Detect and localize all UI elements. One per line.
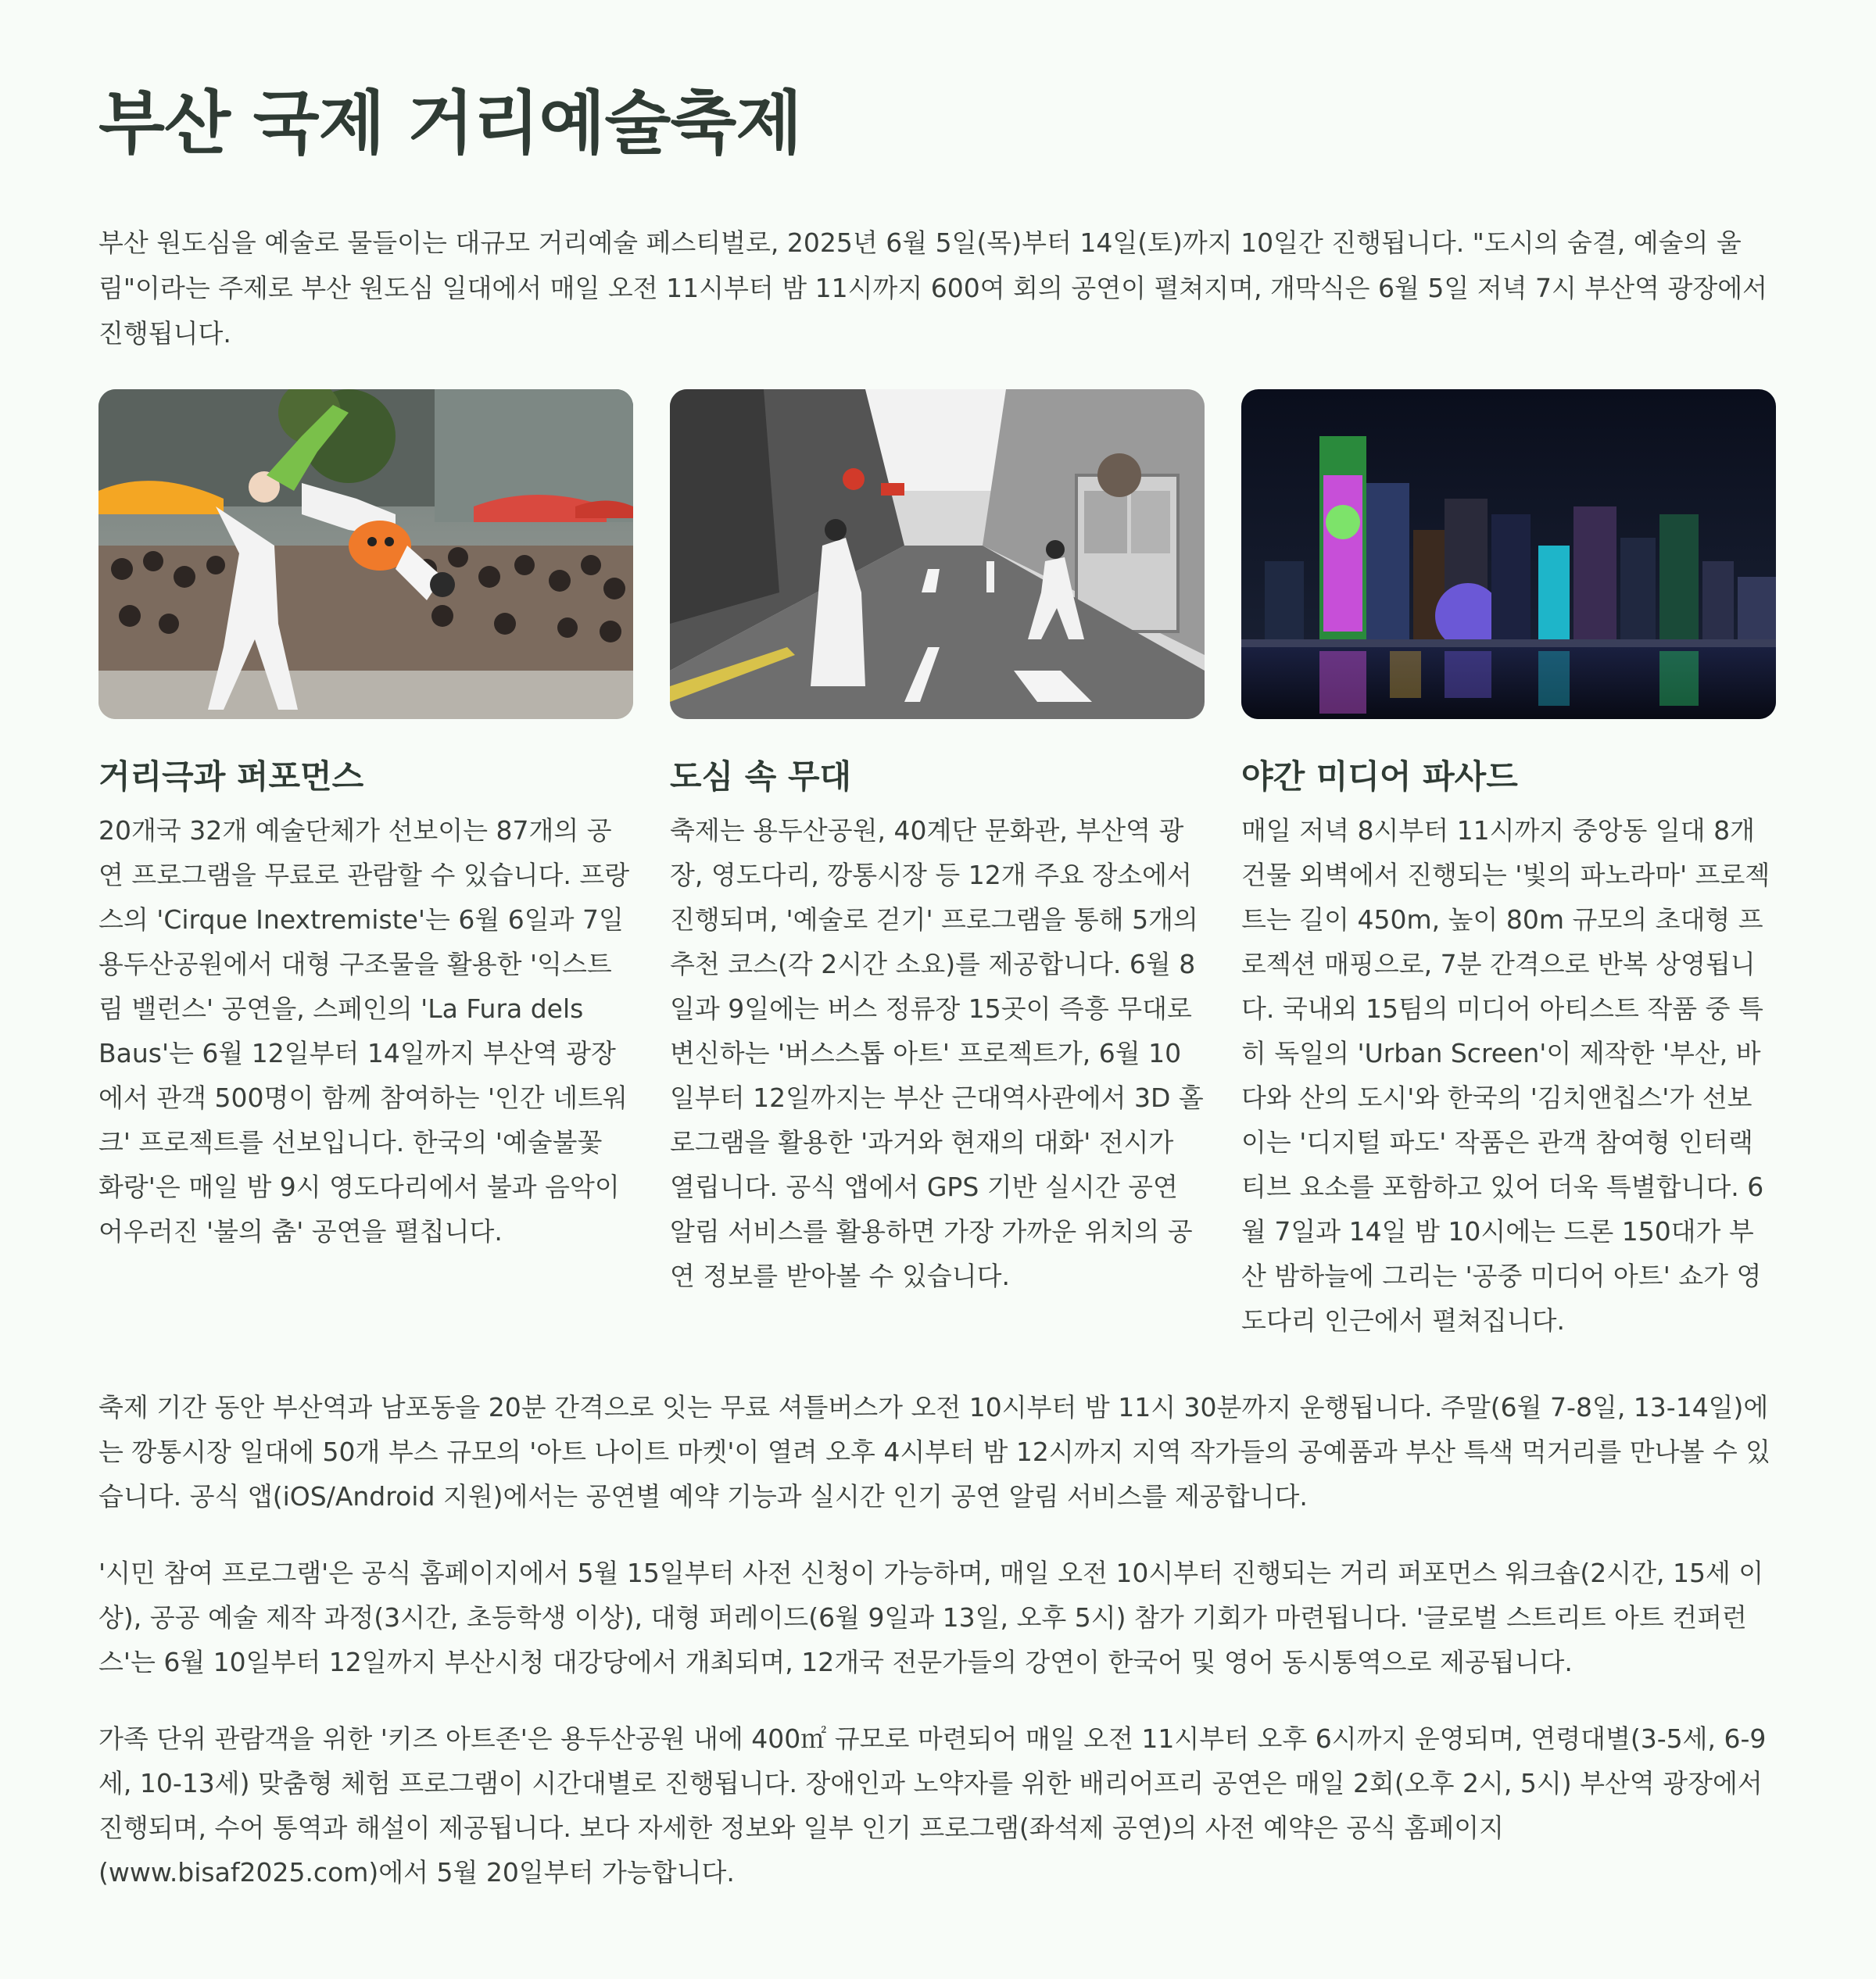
card-body: 20개국 32개 예술단체가 선보이는 87개의 공연 프로그램을 무료로 관람할 수 있습니다. 프랑스의 'Cirque Inextremiste'는 6월 6일과 7일 용두산공원에서 대형 구조물을 활용한 '익스트림 밸런스' 공연을, 스페인의 'La Fura dels Baus'는 6월 12일부터 14일까지 부산역 광장에서 관객 500명이 함께 참여하는 '인간 네트워크' 프로젝트를 선보입니다. 한국의 '예술불꽃 화랑'은 매일 밤 9시 영도다리에서 불과 음악이 어우러진 '불의 춤' 공연을 펼칩니다.	[98, 815, 630, 1247]
street-performance-image	[98, 389, 633, 719]
card-body: 매일 저녁 8시부터 11시까지 중앙동 일대 8개 건물 외벽에서 진행되는 '빛의 파노라마' 프로젝트는 길이 450m, 높이 80m 규모의 초대형 프로젝션 매핑으로, 7분 간격으로 반복 상영됩니다. 국내외 15팀의 미디어 아티스트 작품 중 특히 독일의 'Urban Screen'이 제작한 '부산, 바다와 산의 도시'와 한국의 '김치앤칩스'가 선보이는 '디지털 파도' 작품은 관객 참여형 인터랙티브 요소를 포함하고 있어 더욱 특별합니다. 6월 7일과 14일 밤 10시에는 드론 150대가 부산 밤하늘에 그리는 '공중 미디어 아트' 쇼가 영도다리 인근에서 펼쳐집니다.	[1241, 815, 1770, 1336]
card-heading: 야간 미디어 파사드	[1241, 757, 1518, 796]
downtown-street-image	[670, 389, 1205, 719]
body-paragraph-family: 가족 단위 관람객을 위한 '키즈 아트존'은 용두산공원 내에 400㎡ 규모로 마련되어 매일 오전 11시부터 오후 6시까지 운영되며, 연령대별(3-5세, 6-9세, 10-13세) 맞춤형 체험 프로그램이 시간대별로 진행됩니다. 장애인과 노약자를 위한 배리어프리 공연은 매일 2회(오후 2시, 5시) 부산역 광장에서 진행되며, 수어 통역과 해설이 제공됩니다. 보다 자세한 정보와 일부 인기 프로그램(좌석제 공연)의 사전 예약은 공식 홈페이지(www.bisaf2025.com)에서 5월 20일부터 가능합니다.	[98, 1723, 1767, 1888]
card-heading: 거리극과 퍼포먼스	[98, 757, 364, 796]
feature-card-downtown-stage	[670, 389, 1205, 1298]
intro-paragraph: 부산 원도심을 예술로 물들이는 대규모 거리예술 페스티벌로, 2025년 6월 5일(목)부터 14일(토)까지 10일간 진행됩니다. "도시의 숨결, 예술의 울림"이라는 주제로 부산 원도심 일대에서 매일 오전 11시부터 밤 11시까지 600여 회의 공연이 펼쳐지며, 개막식은 6월 5일 저녁 7시 부산역 광장에서 진행됩니다.	[98, 227, 1767, 349]
feature-card-performance	[98, 389, 633, 1254]
feature-card-media-facade	[1241, 389, 1776, 1343]
card-heading: 도심 속 무대	[670, 757, 852, 796]
card-body: 축제는 용두산공원, 40계단 문화관, 부산역 광장, 영도다리, 깡통시장 등 12개 주요 장소에서 진행되며, '예술로 걷기' 프로그램을 통해 5개의 추천 코스(각 2시간 소요)를 제공합니다. 6월 8일과 9일에는 버스 정류장 15곳이 즉흥 무대로 변신하는 '버스스톱 아트' 프로젝트가, 6월 10일부터 12일까지는 부산 근대역사관에서 3D 홀로그램을 활용한 '과거와 현재의 대화' 전시가 열립니다. 공식 앱에서 GPS 기반 실시간 공연 알림 서비스를 활용하면 가장 가까운 위치의 공연 정보를 받아볼 수 있습니다.	[670, 815, 1204, 1291]
body-paragraph-shuttle: 축제 기간 동안 부산역과 남포동을 20분 간격으로 잇는 무료 셔틀버스가 오전 10시부터 밤 11시 30분까지 운행됩니다. 주말(6월 7-8일, 13-14일)에는 깡통시장 일대에 50개 부스 규모의 '아트 나이트 마켓'이 열려 오후 4시부터 밤 12시까지 지역 작가들의 공예품과 부산 특색 먹거리를 만나볼 수 있습니다. 공식 앱(iOS/Android 지원)에서는 공연별 예약 기능과 실시간 인기 공연 알림 서비스를 제공합니다.	[98, 1392, 1771, 1512]
night-media-facade-image	[1241, 389, 1776, 719]
feature-columns	[98, 389, 1778, 1358]
page-title: 부산 국제 거리예술축제	[98, 83, 802, 163]
body-paragraph-participation: '시민 참여 프로그램'은 공식 홈페이지에서 5월 15일부터 사전 신청이 가능하며, 매일 오전 10시부터 진행되는 거리 퍼포먼스 워크숍(2시간, 15세 이상), 공공 예술 제작 과정(3시간, 초등학생 이상), 대형 퍼레이드(6월 9일과 13일, 오후 5시) 참가 기회가 마련됩니다. '글로벌 스트리트 아트 컨퍼런스'는 6월 10일부터 12일까지 부산시청 대강당에서 개최되며, 12개국 전문가들의 강연이 한국어 및 영어 동시통역으로 제공됩니다.	[98, 1558, 1764, 1677]
